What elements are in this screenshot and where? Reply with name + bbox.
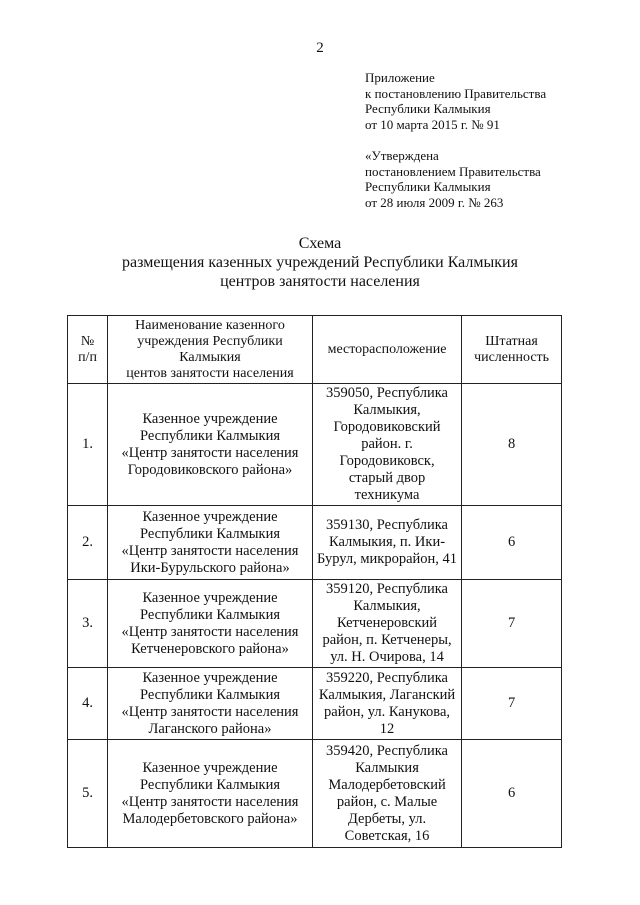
table-row xyxy=(68,506,562,580)
location-line: район. г. xyxy=(361,436,413,452)
table-row xyxy=(68,668,562,740)
document-title xyxy=(0,234,640,291)
approval-note xyxy=(365,148,625,210)
location-line: 359130, Республика xyxy=(326,517,448,533)
row-location xyxy=(313,668,462,740)
row-name xyxy=(108,580,313,668)
row-number: 5. xyxy=(68,740,108,848)
title-line: Схема xyxy=(298,235,342,252)
name-line: Городовиковского района» xyxy=(127,461,293,478)
header-line: Калмыкия xyxy=(179,349,241,365)
name-line: Лаганского района» xyxy=(148,720,272,737)
location-line: техникума xyxy=(354,487,420,503)
header-line: центов занятости населения xyxy=(126,365,294,381)
name-line: «Центр занятости населения xyxy=(121,444,299,461)
page-number: 2 xyxy=(316,40,324,56)
row-staff: 7 xyxy=(462,580,562,668)
table-row xyxy=(68,580,562,668)
name-line: Казенное учреждение xyxy=(142,759,278,776)
row-number: 4. xyxy=(68,668,108,740)
header-line: учреждения Республики xyxy=(137,333,283,349)
row-location xyxy=(313,506,462,580)
header-number xyxy=(68,316,108,384)
location-line: Городовиковский xyxy=(333,419,441,435)
row-staff: 8 xyxy=(462,384,562,506)
appendix-line: от 10 марта 2015 г. № 91 xyxy=(365,116,500,132)
row-staff: 6 xyxy=(462,740,562,848)
row-number: 2. xyxy=(68,506,108,580)
location-line: Городовиковск, xyxy=(339,453,435,469)
table-row xyxy=(68,384,562,506)
header-staff xyxy=(462,316,562,384)
name-line: Казенное учреждение xyxy=(142,589,278,606)
name-line: Казенное учреждение xyxy=(142,508,278,525)
approval-line: постановлением Правительства xyxy=(365,163,541,179)
location-line: 359420, Республика xyxy=(326,742,448,759)
row-location xyxy=(313,384,462,506)
name-line: Республики Калмыкия xyxy=(139,606,281,623)
location-line: район, ул. Канукова, xyxy=(324,703,451,720)
location-line: Бурул, микрорайон, 41 xyxy=(317,551,458,567)
location-line: Калмыкия, xyxy=(353,402,421,418)
location-line: 359050, Республика xyxy=(326,385,448,401)
location-line: старый двор xyxy=(348,470,426,486)
row-name xyxy=(108,740,313,848)
approval-line: Республики Калмыкия xyxy=(365,179,491,194)
name-line: Республики Калмыкия xyxy=(139,776,281,793)
header-line: численность xyxy=(474,349,550,365)
row-staff: 6 xyxy=(462,506,562,580)
name-line: Республики Калмыкия xyxy=(139,427,281,444)
location-line: район, с. Малые xyxy=(336,793,438,810)
name-line: Республики Калмыкия xyxy=(139,686,281,703)
header-line: № xyxy=(80,333,95,349)
table-header-row xyxy=(68,316,562,384)
appendix-line: Приложение xyxy=(365,70,435,85)
location-line: Кетченеровский xyxy=(336,615,438,631)
name-line: Малодербетовского района» xyxy=(122,810,298,827)
table-row xyxy=(68,740,562,848)
name-line: «Центр занятости населения xyxy=(121,703,299,720)
row-name xyxy=(108,506,313,580)
location-line: район, п. Кетченеры, xyxy=(322,632,452,648)
location-line: 359120, Республика xyxy=(326,581,448,597)
location-line: ул. Н. Очирова, 14 xyxy=(330,649,444,665)
row-number: 1. xyxy=(68,384,108,506)
location-line: 359220, Республика xyxy=(326,669,448,686)
row-number: 3. xyxy=(68,580,108,668)
name-line: Казенное учреждение xyxy=(142,410,278,427)
title-line: центров занятости населения xyxy=(220,273,420,290)
row-location xyxy=(313,580,462,668)
appendix-note xyxy=(365,70,625,132)
name-line: «Центр занятости населения xyxy=(121,793,299,810)
location-line: 12 xyxy=(379,720,395,737)
header-line: месторасположение xyxy=(327,341,447,357)
name-line: Ики-Бурульского района» xyxy=(130,559,290,576)
location-line: Калмыкия, п. Ики- xyxy=(329,534,446,550)
location-line: Калмыкия, Лаганский xyxy=(318,686,456,703)
row-staff: 7 xyxy=(462,668,562,740)
row-name xyxy=(108,668,313,740)
header-line: Штатная xyxy=(485,333,538,349)
location-line: Малодербетовский xyxy=(328,776,446,793)
location-line: Калмыкия, xyxy=(353,598,421,614)
row-location xyxy=(313,740,462,848)
name-line: «Центр занятости населения xyxy=(121,542,299,559)
appendix-line: Республики Калмыкия xyxy=(365,101,491,116)
institutions-table xyxy=(67,315,562,848)
approval-line: от 28 июля 2009 г. № 263 xyxy=(365,194,504,210)
location-line: Дербеты, ул. xyxy=(347,810,427,827)
row-name xyxy=(108,384,313,506)
name-line: Казенное учреждение xyxy=(142,669,278,686)
header-line: Наименование казенного xyxy=(135,317,285,333)
location-line: Советская, 16 xyxy=(344,827,430,844)
name-line: Республики Калмыкия xyxy=(139,525,281,542)
location-line: Калмыкия xyxy=(355,759,419,776)
header-line: п/п xyxy=(78,349,97,365)
title-line: размещения казенных учреждений Республики Калмыкия xyxy=(122,254,518,271)
header-name xyxy=(108,316,313,384)
name-line: «Центр занятости населения xyxy=(121,623,299,640)
header-location xyxy=(313,316,462,384)
appendix-line: к постановлению Правительства xyxy=(365,85,547,101)
name-line: Кетченеровского района» xyxy=(131,640,289,657)
approval-line: «Утверждена xyxy=(365,148,439,163)
